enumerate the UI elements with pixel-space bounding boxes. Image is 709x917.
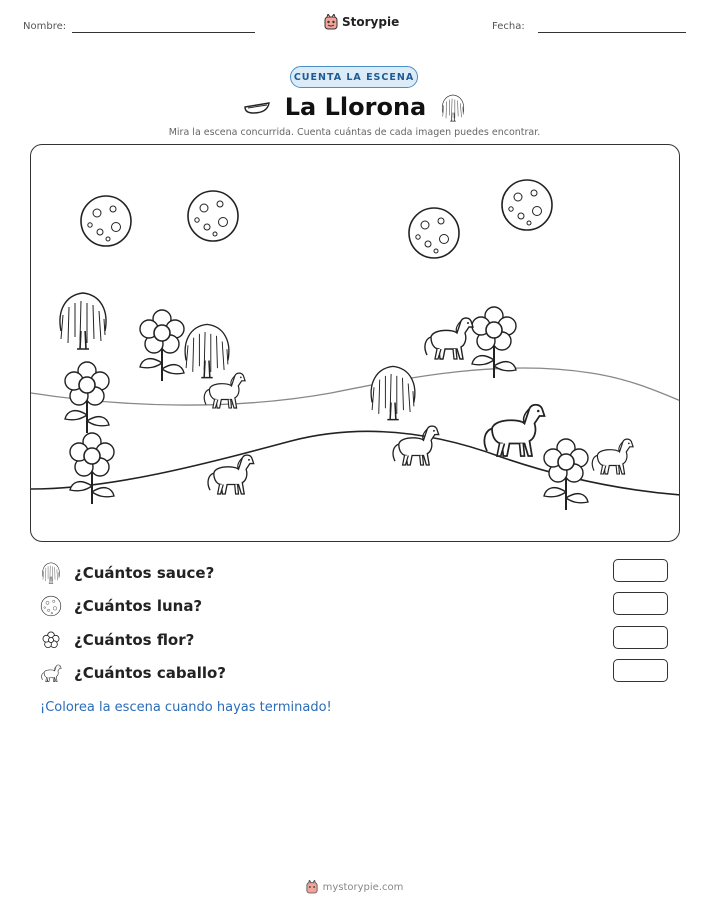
horse-2	[425, 318, 473, 359]
horse-1	[204, 373, 245, 408]
willow-tree-icon	[40, 562, 62, 584]
instructions: Mira la escena concurrida. Cuenta cuántas de cada imagen puedes encontrar.	[168, 127, 541, 138]
moon-1	[81, 196, 131, 246]
answer-box-flower[interactable]	[613, 626, 668, 649]
question-row-horse	[40, 661, 226, 685]
moon-4	[502, 180, 552, 230]
scene-illustration	[31, 145, 680, 542]
moon-3	[409, 208, 459, 258]
flower-icon	[40, 629, 62, 651]
brand-name: Storypie	[342, 15, 400, 29]
footer	[0, 880, 709, 894]
question-row-moon	[40, 594, 202, 618]
horse-6	[592, 439, 633, 474]
footer-url[interactable]: mystorypie.com	[322, 881, 404, 893]
answer-box-horse[interactable]	[613, 659, 668, 682]
storypie-logo-icon	[306, 880, 318, 894]
flower-2	[65, 362, 109, 433]
willow-3	[371, 366, 415, 419]
question-row-flower	[40, 628, 194, 652]
question-row-willow	[40, 561, 214, 585]
willow-2	[185, 324, 229, 377]
willow-tree-title-icon	[440, 94, 466, 122]
date-label: Fecha:	[492, 21, 525, 32]
activity-badge: CUENTA LA ESCENA	[290, 66, 418, 88]
brand-logo	[324, 14, 399, 30]
storypie-logo-icon	[324, 14, 338, 30]
date-line[interactable]	[538, 32, 686, 33]
horse-icon	[40, 662, 62, 684]
question-text: ¿Cuántos sauce?	[74, 564, 215, 582]
question-text: ¿Cuántos luna?	[74, 597, 203, 615]
answer-box-willow[interactable]	[613, 559, 668, 582]
horse-3	[393, 426, 439, 465]
name-label: Nombre:	[23, 21, 67, 32]
flower-3	[70, 433, 114, 504]
back-hill-line	[31, 368, 680, 405]
horse-4	[484, 405, 544, 456]
color-note: ¡Colorea la escena cuando hayas terminado!	[40, 700, 332, 715]
answer-box-moon[interactable]	[613, 592, 668, 615]
flower-5	[544, 439, 588, 510]
moon-icon	[40, 595, 62, 617]
title-text: La Llorona	[284, 93, 427, 121]
boat-icon	[243, 99, 271, 117]
name-line[interactable]	[72, 32, 255, 33]
flower-1	[140, 310, 184, 381]
moon-2	[188, 191, 238, 241]
flower-4	[472, 307, 516, 378]
scene-panel	[30, 144, 680, 542]
question-text: ¿Cuántos flor?	[74, 631, 195, 649]
page-title	[0, 93, 709, 122]
willow-1	[60, 293, 106, 349]
question-text: ¿Cuántos caballo?	[74, 664, 226, 682]
